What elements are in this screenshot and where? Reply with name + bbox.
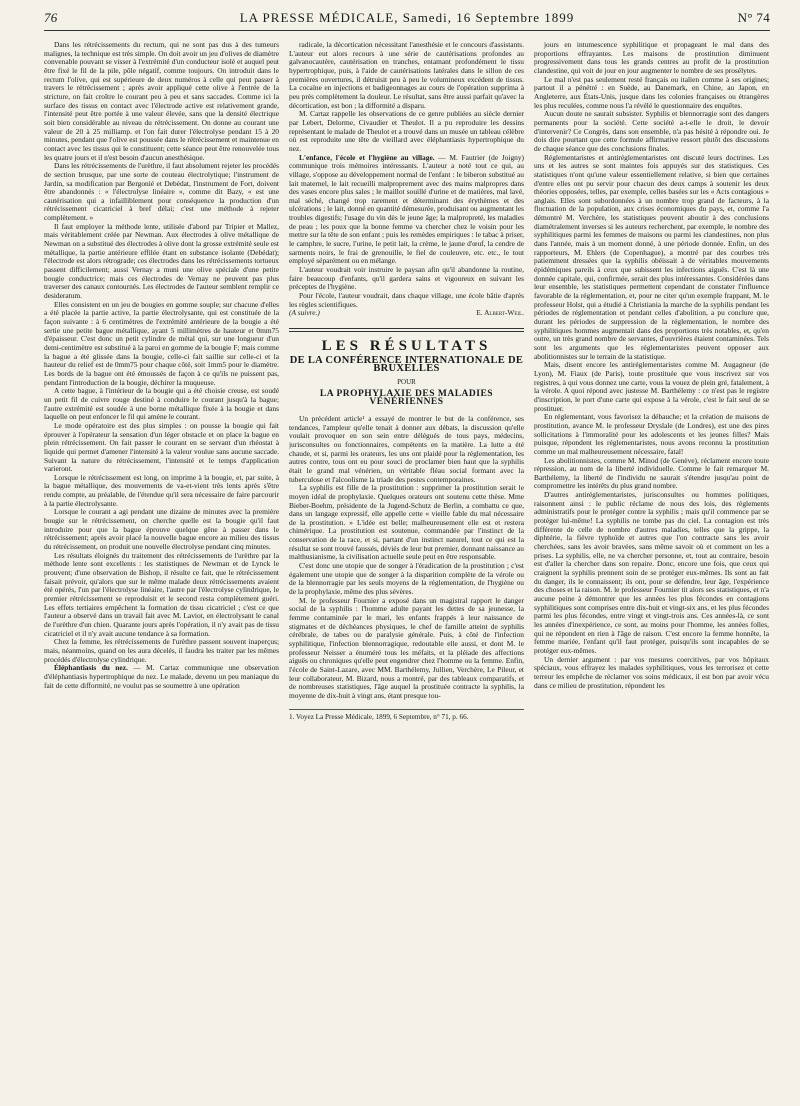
paragraph: Un précédent article¹ a essayé de montrer le but de la conférence, ses tendances, l'ampleur qu'elle tenait à donner aux débats, la discussion qu'elle voulait provoquer en son sein entre délégués de tous pays, médecins, jurisconsultes ou fonctionnaires, compétents en la matière. La lutte a été chaude, et si, parmi les orateurs, les uns ont plaidé pour la réglementation, les autres contre, tous ont eu pour souci de proclamer bien haut que la syphilis était le grand mal vénérien, un véritable fléau social formant avec la tuberculose et l'alcoolisme la triade des pestes contemporaines.	[289, 413, 524, 484]
paragraph: Elles consistent en un jeu de bougies en gomme souple; sur chacune d'elles a été placée la partie active, la partie électrolysante, qui est constituée de la façon suivante : à 6 centimètres de l'extrémité antérieure de la bougie a été sertie une petite bague métallique, ayant 5 millimètres de hauteur et 0mm75 d'épaisseur. C'est donc un petit cylindre de métal qui, sur une longueur d'un demi-centimètre est substitué à la paroi en gomme de la bougie F; mais comme la bague a été glissée dans la bougie, celle-ci fait saillie sur celle-ci et la hauteur du relief est de 0mm75 pour chaque côté, soit 1mm5 pour le diamètre. Les bords de la bague ont été émoussés de façon à ce qu'ils ne puissent pas, pendant l'introduction de la bougie, déchirer la muqueuse.	[44, 299, 279, 387]
paragraph: L'auteur voudrait voir instruire le paysan afin qu'il abandonne la routine, faire beaucoup d'enfants, qu'il gardera sains et vigoureux en suivant les préceptes de l'hygiène.	[289, 265, 524, 292]
paragraph: Chez la femme, les rétrécissements de l'urèthre passent souvent inaperçus; mais, néanmoins, quand on les aura décelés, il faudra les traiter par les mêmes procédés d'électrolyse cylindrique.	[44, 637, 279, 664]
paragraph: Le mal n'est pas seulement resté français ou italien comme à ses origines; partout il a pénétré : en Suède, au Danemark, en Chine, au Japon, en Angleterre, aux États-Unis, jusque dans les colonies françaises ou étrangères les plus reculées, comme nous l'a révélé le questionnaire des enquêtes.	[534, 74, 769, 110]
paragraph: Aucun doute ne saurait subsister. Syphilis et blennorragie sont des dangers permanents pour la société. Cette société a-t-elle le droit, le devoir d'intervenir? Ce Congrès, dans son ensemble, n'a pas hésité à répondre oui. Je dois dire pourtant que cette formule affirmative ressort plutôt des discussions de chaque séance que des conclusions finales.	[534, 109, 769, 153]
paragraph: En réglementant, vous favorisez la débauche; et la création de maisons de prostitution, avance M. le professeur Dryslale (de Londres), est une des pires sollicitations à l'immoralité pour les adolescents et les jeunes filles? Mais puisque, répondent les réglementaristes, nous avons reconnu la prostitution comme un mal malheureusement nécessaire, fatal!	[534, 412, 769, 456]
paragraph: Un dernier argument : par vos mesures coercitives, par vos hôpitaux spéciaux, vous effrayez les malades syphilitiques, vous les terrorisez et cette terreur les empêche de réclamer vos soins médicaux, il est bon par avoir vécu dans ce milieu de prostitution, répondent les	[534, 654, 769, 690]
paragraph: La syphilis est fille de la prostitution : supprimer la prostitution serait le moyen idéal de prophylaxie. Quelques orateurs ont soutenu cette thèse. Mme Bieber-Boehm, présidente de la Jugend-Schutz de Berlin, a combattu ce que, dans un langage expressif, elle appelle cette « vieille fable du mal nécessaire de la prostitution. » L'idée est belle; malheureusement elle est et restera chimérique. La prostitution est soutenue, commandée par l'instinct de la conservation de la race, et si, partant d'un instinct naturel, tout ce qui est la résultat se sont trouvé faussés, déviés de leur but premier, donnant naissance au malthusianisme, la civilisation actuelle seule peut en être responsable.	[289, 483, 524, 562]
paragraph: Le mode opératoire est des plus simples : on pousse la bougie qui fait éprouver à l'opérateur la sensation d'un léger obstacle et on place la bague en plein rétrécissement. On fait passer le courant en se servant d'un rhéostat à liquide qui permet d'amener l'intensité à la valeur voulue sans aucune saccade. Suivant la nature du rétrécissement, l'intensité et le temps d'application varieront.	[44, 420, 279, 474]
paragraph: radicale, la décortication nécessitant l'anesthésie et le concours d'assistants. L'auteur eut alors recours à une série de cautérisations profondes au galvanocautère, cautérisation en tranches, entamant profondément le tissu hypertrophique, puis, à l'aide de cautérisations latérales dans le sillon de ces premières ouvertures, il détruisit peu à peu le volumineux excédent de tissus. La cocaïne en injections et badigeonnages au cours de l'opération supprima à peu près complètement la douleur. Le résultat, sans être aussi parfait qu'avec la décortication, est bon ; la difformité a disparu.	[289, 41, 524, 110]
footnote: 1. Voyez La Presse Médicale, 1899, 6 Septembre, n° 71, p. 66.	[289, 709, 524, 722]
journal-title: LA PRESSE MÉDICALE, Samedi, 16 Septembre 1899	[239, 10, 575, 25]
paragraph: Lorsque le courant a agi pendant une dizaine de minutes avec la première bougie sur le rétrécissement, on cherche quelle est la bougie qu'il faut introduire pour que la bague éprouve quelque gêne à passer dans le rétrécissement; après avoir placé la nouvelle bague encore au milieu des tissus du rétrécissement, on produit une nouvelle électrolyse pendant cinq minutes.	[44, 507, 279, 552]
paragraph: A cette bague, à l'intérieur de la bougie qui a été choisie creuse, est soudé un petit fil de cuivre rouge destiné à conduire le courant jusqu'à la bague; l'autre extrémité est soudée à une borne métallique fixée à la bougie et dans laquelle on peut enfoncer le fil qui amène le courant.	[44, 386, 279, 422]
issue-number: N° 74	[737, 10, 770, 25]
paragraph: Pour l'école, l'auteur voudrait, dans chaque village, une école bâtie d'après les règles scientifiques.	[289, 291, 524, 309]
to-be-continued: (A suivre.)	[289, 308, 320, 318]
column-1	[44, 41, 279, 1106]
section-title: Éléphantiasis du nez.	[54, 663, 128, 673]
paragraph-text: — M. Cartaz communique une observation d'éléphantiasis hypertrophique du nez. Le malade, devenu un peu maniaque du fait de cette difformité, ne voulut pas se soumettre à une opération	[44, 663, 279, 690]
paragraph: Il faut employer la méthode lente, utilisée d'abord par Tripier et Mallez, mais véritablement créée par Newman. Aux électrodes à olive métallique de Newman on a substitué des électrodes à olive dont la grosse extrémité seule est métallique, la partie antérieure effilée étant en substance isolante (Debédat); l'électrode est alors rétrograde; ces électrodes dans les rétrécissements tortueux passent difficilement; aussi Vernay a muni une olive spéciale d'une petite bougie conductrice; mais ces électrodes de Vernay ne peuvent pas plus traverser des canaux contournés. Les électrodes de l'auteur semblent remplir ce desideratum.	[44, 221, 279, 301]
paragraph: Les résultats éloignés du traitement des rétrécissements de l'urèthre par la méthode lente sont excellents : les statistiques de Newman et de Lynck le prouvent; d'une observation de Bishop, il résulte ce fait, que le rétrécissement faisait prévoir, qu'alors que sur le même malade deux rétrécissements avaient été opérés, l'un par l'électrolyse linéaire, l'autre par l'électrolyse cylindrique, le premier rétrécissement se reproduisit et le second resta complètement guéri. Les effets tertiaires empêchent la formation de tissu cicatriciel ; c'est ce que l'auteur a observé dans un travail fait avec M. Laviot, en électrolysant le canal de l'urèthre d'un chien. Quarante jours après l'opération, il n'y avait pas de tissu cicatriciel et il n'y avait aucune tendance à sa formation.	[44, 550, 279, 638]
article-subtitle-2: LA PROPHYLAXIE DES MALADIES VÉNÉRIENNES	[319, 388, 494, 408]
paragraph: Dans les rétrécissements de l'urèthre, il faut absolument rejeter les procédés de section brusque, par une sorte de couteau électrolytique; l'instrument de Jardin, sa modification par Bergonié et Debédat, l'instrument de Fort, doivent être abandonnés : « l'électrolyse linéaire », comme dit Bazy, « est une cautérisation qui a infailliblement pour conséquence la production d'un rétrécissement cicatriciel à bref délai; c'est une méthode à rejeter complètement. »	[44, 161, 279, 223]
paragraph: Réglementaristes et antiréglementaristes ont discuté leurs doctrines. Les uns et les autres se sont maintes fois appuyés sur des statistiques. Ces statistiques n'ont qu'une valeur essentiellement relative, si bien que certaines d'entre elles ont pu servir pour chacun des deux camps à soutenir les deux théories opposées, telles, par exemple, celles basées sur les « Acts contagious » anglais. Elles sont subordonnées à un nombre trop grand de facteurs, à la fluctuation de la population, aux crises économiques du pays, et, comme l'a démontré M. Verchère, les statistiques peuvent aboutir à des conclusions diamétralement inverses si les auteurs recherchent, par exemple, le nombre des syphilitiques parmi les femmes de maisons ou parmi les clandestines, non plus dans l'année, mais à un moment donné, à une période donnée. Enfin, un des rapporteurs, M. Ehlers (de Copenhague), a montré par des courbes très patiemment dressées que la syphilis obéissait à de véritables mouvements épidémiques pareils à ceux que subissent les infections aiguës. C'est là une donnée capitale, qui, confirmée, serait des plus intéressantes. Considérées dans leur ensemble, les statistiques permettent cependant de constater l'influence favorable de la réglementation, et, pour ne citer qu'un exemple frappant, M. le professeur Holst, qui a étudié à Christiania la marche de la syphilis pendant les périodes de réglementation et pendant celles d'abolition, a pu conclure que, durant les périodes de suppression de la réglementation, le nombre des syphilitiques hommes augmentait dans des proportions très notables, et, qu'en outre, un très grand nombre de servantes, d'ouvrières étaient contaminées. Tels sont les arguments que les réglementaristes peuvent opposer aux abolitionnistes sur le terrain de la statistique.	[534, 152, 769, 361]
paragraph: Mais, disent encore les antiréglementaristes comme M. Augagneur (de Lyon), M. Fiaux (de Paris), toute prostituée que vous inscrivez sur vos registres, à qui vous donnez une carte, vous la vouez de plein gré, fatalement, à la vérole. A quoi répond avec justesse M. Barthélemy : ce n'est pas le registre d'inscription, le port d'une carte qui expose à la vérole, c'est le fait seul de se prostituer.	[534, 360, 769, 413]
article-heading	[289, 328, 524, 407]
column-2	[289, 41, 524, 1106]
article-pour: POUR	[397, 377, 416, 386]
article-subtitle: DE LA CONFÉRENCE INTERNATIONALE DE BRUXELLES	[289, 354, 524, 375]
paragraph: M. Cartaz rappelle les observations de ce genre publiées au siècle dernier par Lebert, Delorme, Civaudier et Theulot. Il a pu reproduire les dessins représentant le malade de Theulot et a trouvé dans un musée un tableau célèbre où est reproduite une tête de vieillard avec éléphantiasis hypertrophique du nez.	[289, 109, 524, 153]
paragraph: jours en intumescence syphilitique et propageant le mal dans des proportions effrayantes. Les maisons de prostitution diminuent progressivement dans tous les grands centres au profit de la prostitution clandestine, qui voit de jour en jour augmenter le nombre de ses prosélytes.	[534, 41, 769, 75]
paragraph: Lorsque le rétrécissement est long, on imprime à la bougie, et, par suite, à la bague métallique, des mouvements de va-et-vient très lents après s'être rendu compte, au préalable, de l'étendue qu'il sera nécessaire de faire parcourir à la partie électrolysante.	[44, 472, 279, 508]
page-number: 76	[44, 10, 58, 25]
paragraph: Les abolitionnistes, comme M. Minod (de Genève), réclament encore toute répression, au nom de la liberté individuelle. Comme le fait remarquer M. Barthélemy, la liberté de l'individu ne saurait s'étendre jusqu'au point de compromettre les intérêts du plus grand nombre.	[534, 455, 769, 491]
heading-rule	[289, 328, 524, 332]
author-signature: E. Albert-Weil.	[476, 308, 524, 318]
article-title: LES RÉSULTATS	[321, 338, 492, 354]
page-header	[44, 10, 770, 31]
paragraph-text: — M. Fautrier (de Joigny) communique trois mémoires intéressants. L'auteur a noté tout ce qui, au village, s'oppose au développement normal de l'enfant : le biberon substitué au lait maternel, le lait recueilli malproprement avec des mains malpropres dans des vases encore plus sales ; le maillot souillé d'urine et de matières, mal lavé, mal séché, changé trop rarement et déterminant des érythèmes et des ulcérations ; le lait, donné en quantité démesurée, produisant ou augmentant les troubles digestifs; l'usage du vin dès le jeune âge; la malpropreté, les maladies de peau ; les poux que la bonne femme va chercher chez le voisin pour les mettre sur la tête de son enfant ; puis les remèdes empiriques : le tabac à priser, le camphre, le sucre, l'urine, le petit lait, la crème, le jaune d'œuf, la cendre de sarments noirs, le frai de grenouille, le fiel de couleuvre, etc. etc., le tout employé séparément ou en mélange.	[289, 152, 524, 266]
paragraph: C'est donc une utopie que de songer à l'éradication de la prostitution ; c'est également une utopie que de songer à la disparition complète de la vérole ou de la blennorragie par les seuls moyens de la réglementation, de l'hygiène ou de la prophylaxie, même des plus sévères.	[289, 561, 524, 597]
paragraph-enfance	[289, 154, 524, 267]
paragraph: D'autres antiréglementaristes, jurisconsultes ou hommes politiques, raisonnent ainsi : le public réclame de nous des lois, des règlements administratifs pour le protéger contre la syphilis ; mais qu'il commence par se protéger lui-même! La syphilis ne tombe pas du ciel. La contagion est très différente de celle de nombre d'autres maladies, telles que la grippe, la diphtérie, la fièvre typhoïde et autres que l'on contracte sans les avoir cherchées, sans les avoir bravées, sans même savoir où et comment on les a prises. La syphilis, elle, ne va chercher personne, et, tout au contraire, besoin est d'aller la chercher dans son repaire. Donc, encore une fois, que ceux qui craignent la syphilis prennent soin de se protéger eux-mêmes. Ils sont au fait du danger, ils le connaissent; ils ont, pour se défendre, leur âge, l'expérience des choses et la raison. M. le professeur Fournier tit alors ses statistiques, et n'a aucune peine à démontrer que les années les plus fécondes en contagions syphilitiques sont comprises entre dix-huit et vingt-six ans, et les plus fécondes parmi les plus fécondes, entre vingt et vingt-trois ans. Ces années-là, ce sont les années d'inexpérience, ce sont, au moins pour l'homme, les années folles, qui ne répondent en rien à l'âge de raison. C'est encore la femme honnête, la femme mariée, l'enfant qu'il faut protéger, puisqu'ils sont incapables de se protéger eux-mêmes.	[534, 490, 769, 655]
column-3	[534, 41, 769, 1106]
paragraph: M. le professeur Fournier a exposé dans un magistral rapport le danger social de la syphilis : l'homme adulte payant les dettes de sa jeunesse, la femme contaminée par le mari, les enfants frappés à leur naissance de stigmates et de déchéances physiques, le chef de famille atteint de syphilis cérébrale, de tabes ou de paralysie générale. Puis, à côté de l'infection syphilitique, l'infection blennorragique, redoutable elle aussi, et dont M. le professeur Neisser a énuméré tous les méfaits, et la pléiade des affections aiguës ou chroniques qu'elle peut engendrer chez l'homme ou la femme. Enfin, l'école de Saint-Lazare, avec MM. Barthélemy, Jullien, Verchère, Le Pileur, et leur collaborateur, M. Bizard, nous a montré, par des tableaux comparatifs, et de nombreuses statistiques, l'âge auquel la prostituée contracte la syphilis, la moyenne de dix-huit à vingt ans, étant presque tou-	[289, 595, 524, 700]
signature-line	[289, 309, 524, 318]
section-title: L'enfance, l'école et l'hygiène au village.	[299, 152, 435, 162]
paragraph: Dans les rétrécissements du rectum, qui ne sont pas dus à des tumeurs malignes, la technique est très simple. On doit avoir un jeu d'olives de diamètre convenable pouvant se visser à l'extrémité d'un conducteur isolé et auquel peut être fixé le fil de la pile, pôle négatif, comme toujours. On introduit dans le rectum l'olive, qui est supérieure de deux numéros à celle qui peut passer à travers le rétrécissement ; après avoir appliqué cette olive à l'entrée de la stricture, on fait croître le courant peu à peu et sans saccades. Comme ici la surface des tissus en contact avec l'électrode active est relativement grande, l'intensité peut être portée à une valeur élevée, sans que la densité électrique soit bien considérable au niveau du rétrécissement. On donne au courant une valeur de 20 à 25 milliamp. et l'on fait durer l'électrolyse pendant 15 à 20 minutes, pendant que l'olive est poussée dans le rétrécissement et maintenue en contact avec les tissus qui le constituent; cette séance peut être renouvelée tous les quatre jours et il n'est besoin d'aucun anesthésique.	[44, 41, 279, 162]
paragraph-elephantiasis	[44, 664, 279, 690]
